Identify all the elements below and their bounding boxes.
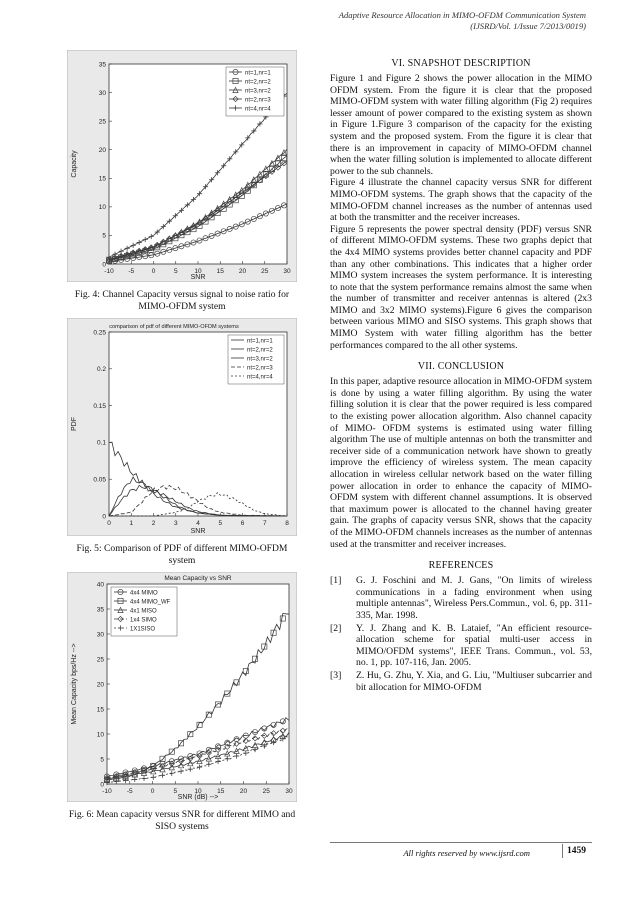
fig5-chart [67,318,297,536]
figure-6-caption: Fig. 6: Mean capacity versus SNR for different MIMO and SISO systems [68,809,296,832]
reference-item [330,670,592,693]
legend-label: nt=1,nr=1 [247,338,273,345]
text-column [330,58,592,694]
legend-label: nt=1,nr=1 [245,70,271,77]
page-number: 1459 [562,844,590,858]
reference-text: Y. J. Zhang and K. B. Lataief, "An efficient resource-allocation scheme for spatial multi-user access in MIMO/OFDM systems", IEEE Trans. Commun., vol. 53, no. 1, pp. 107-116, Jan. 2005. [356,622,592,669]
figure-column [48,50,316,832]
y-tick-label: 0 [100,781,104,789]
x-tick-label: 2 [151,520,156,527]
x-tick-label: 25 [262,788,270,795]
section-heading-conclusion: VII. CONCLUSION [417,361,505,373]
x-tick-label: 10 [194,268,202,275]
y-tick-label: 0.15 [93,402,106,410]
reference-text: Z. Hu, G. Zhu, Y. Xia, and G. Liu, "Multiuser subcarrier and bit allocation for MIMO-OFDM [356,669,592,693]
legend-label: 4x4 MIMO [130,590,158,597]
legend-label: 1x4 SIMO [130,617,157,624]
y-axis-label: Capacity [71,150,78,178]
x-tick-label: 25 [261,268,269,275]
y-tick-label: 25 [98,118,106,126]
x-tick-label: 7 [262,520,267,527]
header-title: Adaptive Resource Allocation in MIMO-OFDM Communication System [338,10,586,20]
legend-label: nt=2,nr=3 [245,97,271,104]
snapshot-paragraph-3: Figure 5 represents the power spectral density (PDF) versus SNR of different MIMO-OFDM systems. These two graphs depict that the 4x4 MIMO systems provides better channel capacity and PDF than any other combinations. This indicates that a higher order MIMO system increases the system performance. It is interesting to note that the system performance remains almost the same when the number of transmitter and receiver antennas is altered (2x3 MIMO and 3x2 MIMO systems).Figure 6 gives the comparison between various MIMO and SISO systems. This graph shows that MIMO System with water filling algorithm has the better performances compared to the all other systems. [330,223,592,351]
x-tick-label: -5 [126,788,133,795]
x-tick-label: 5 [173,788,178,795]
chart-title: comparison of pdf of different MIMO-OFDM systems [109,324,239,330]
running-header [339,10,586,32]
page-footer [330,842,592,858]
x-tick-label: 15 [217,788,225,795]
figure-4-caption: Fig. 4: Channel Capacity versus signal to noise ratio for MIMO-OFDM system [74,289,290,312]
reference-number: [3] [330,669,342,681]
reference-number: [2] [330,622,342,634]
legend-label: nt=2,nr=3 [247,365,273,372]
y-tick-label: 35 [98,61,106,69]
fig6-chart [67,572,297,802]
legend-label: nt=2,nr=2 [245,79,271,86]
y-tick-label: 30 [98,89,106,97]
figure-6 [67,572,297,832]
legend-label: nt=3,nr=2 [247,356,273,363]
figure-4 [67,50,297,312]
legend [111,587,177,636]
x-tick-label: 1 [129,520,134,527]
x-axis-label: SNR [190,274,206,281]
snapshot-paragraph-2: Figure 4 illustrate the channel capacity versus SNR for different MIMO-OFDM systems. The graph shows that the capacity of the MIMO-OFDM channel increases as the number of antennas used at both the transmitter and the receiver increases. [330,177,592,224]
legend-label: nt=4,nr=4 [247,374,273,381]
x-tick-label: 30 [283,268,291,275]
x-tick-label: 3 [173,520,178,527]
x-tick-label: 5 [218,520,223,527]
legend-label: nt=3,nr=2 [245,88,271,95]
section-heading-references: REFERENCES [428,560,494,572]
x-tick-label: -10 [102,788,112,795]
legend-label: 1X1SISO [130,626,156,633]
reference-item [330,575,592,621]
snapshot-paragraph-1: Figure 1 and Figure 2 shows the power allocation in the MIMO OFDM system. From the figure it is clear that the proposed MIMO-OFDM system with water filling algorithm (Fig 2) requires lesser amount of power compared to the existing system as shown in Figure 1.Figure 3 comparison of the capacity for the existing system and the proposed system. From the figure it is clear that there is an improvement in capacity of MIMO-OFDM channel when the water filling solution is implemented to allocate different power to the sub channels. [330,73,592,177]
legend [226,67,284,116]
y-tick-label: 0.05 [93,476,106,484]
y-tick-label: 5 [102,232,106,240]
x-tick-label: 30 [285,788,293,795]
x-tick-label: -5 [128,268,135,275]
legend [228,335,284,384]
reference-text: G. J. Foschini and M. J. Gans, "On limits of wireless communications in a fading environment when using multiple antennas", Wireless Pers.Commun., vol. 6, pp. 311-335, Mar. 1998. [356,575,592,621]
x-tick-label: 15 [216,268,224,275]
y-tick-label: 15 [98,175,106,183]
y-axis-label: Mean Capacity bps/Hz --> [71,643,78,725]
x-tick-label: 4 [196,520,200,527]
rights-notice [403,848,530,858]
x-tick-label: 0 [151,268,156,275]
rights-prefix: All rights reserved by [403,848,480,858]
y-tick-label: 0.2 [96,366,106,374]
figure-5-caption: Fig. 5: Comparison of PDF of different MIMO-OFDM system [76,543,288,566]
legend-label: 4x1 MISO [130,608,157,615]
y-tick-label: 10 [96,731,104,739]
section-heading-snapshot: VI. SNAPSHOT DESCRIPTION [391,58,531,69]
y-tick-label: 30 [96,631,104,639]
fig4-chart [67,50,297,282]
header-volume: (IJSRD/Vol. 1/Issue 7/2013/0019) [470,21,586,31]
reference-item [330,623,592,669]
y-tick-label: 20 [98,147,106,155]
y-tick-label: 5 [100,756,104,764]
y-tick-label: 35 [96,606,104,614]
x-tick-label: 6 [240,520,245,527]
y-tick-label: 10 [98,204,106,212]
x-tick-label: 0 [150,788,155,795]
x-tick-label: -10 [104,268,114,275]
x-axis-label: SNR [190,528,206,535]
x-tick-label: 20 [239,788,248,795]
site-link[interactable]: www.ijsrd.com [479,848,530,858]
x-tick-label: 8 [285,520,289,527]
y-axis-label: PDF [71,417,78,431]
legend-label: 4x4 MIMO_WF [130,599,171,606]
legend-label: nt=2,nr=2 [247,347,273,354]
y-tick-label: 0 [102,513,106,521]
reference-number: [1] [330,575,342,587]
conclusion-paragraph: In this paper, adaptive resource allocation in MIMO-OFDM system is done by using a water filling algorithm. By using the water filling solution it is clear that the power required is less compared to the existing power allocation algorithm. Also channel capacity of MIMO- OFDM systems is estimated using water filling algorithm The use of multiple antennas on both the transmitter and receiver side of a communication network have shown to greatly improve the efficiency of wireless system. The mean capacity allocation in wireless cellular network based on the water filling power allocation in order to enhance the capacity of MIMO-OFDM system with different channel assumptions. It is observed that maximum power is allocated to the channel having greater gain. The graphs of capacity versus SNR, shows that the capacity of the MIMO-OFDM channels increases as the number of antennas used at the transmitter and receiver increases. [330,376,592,550]
reference-list [330,575,592,693]
x-tick-label: 10 [194,788,202,795]
x-tick-label: 0 [107,520,111,527]
y-tick-label: 0.25 [93,329,106,337]
x-tick-label: 5 [173,268,178,275]
x-axis-label: SNR (dB) --> [177,794,219,801]
y-tick-label: 40 [96,581,104,589]
y-tick-label: 0 [102,261,106,269]
legend-label: nt=4,nr=4 [245,106,271,113]
chart-title: Mean Capacity vs SNR [164,575,232,582]
y-tick-label: 15 [96,706,104,714]
y-tick-label: 25 [96,656,104,664]
x-tick-label: 20 [238,268,247,275]
y-tick-label: 0.1 [96,439,106,447]
y-tick-label: 20 [96,681,104,689]
figure-5 [67,318,297,566]
